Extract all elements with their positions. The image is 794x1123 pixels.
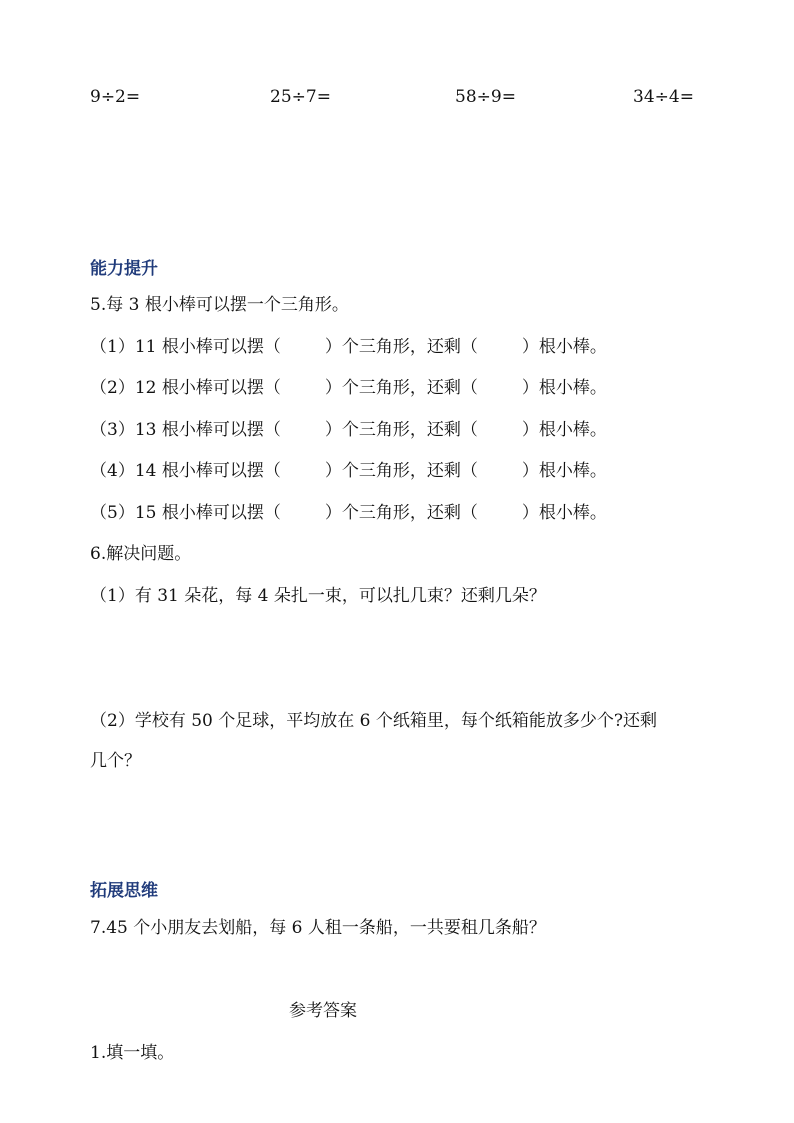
question-6-part-2-line-2: 几个？ [90,751,141,771]
section-heading-ability: 能力提升 [90,259,158,279]
item-mid: ）个三角形，还剩（ [324,503,478,523]
question-5-stem: 5.每 3 根小棒可以摆一个三角形。 [90,295,349,315]
item-suffix: ）根小棒。 [521,461,607,481]
question-6-part-2-line-1: （2）学校有 50 个足球，平均放在 6 个纸箱里，每个纸箱能放多少个?还剩 [90,711,657,731]
item-prefix: （2）12 根小棒可以摆（ [90,378,281,398]
answers-title: 参考答案 [289,1001,357,1021]
section-heading-extend: 拓展思维 [90,881,158,901]
item-prefix: （3）13 根小棒可以摆（ [90,420,281,440]
equation-1: 9÷2= [90,87,141,107]
question-5-item-2 [90,377,607,399]
item-prefix: （5）15 根小棒可以摆（ [90,503,281,523]
item-suffix: ）根小棒。 [521,420,607,440]
question-7: 7.45 个小朋友去划船，每 6 人租一条船，一共要租几条船？ [90,918,546,938]
item-mid: ）个三角形，还剩（ [324,461,478,481]
equation-3: 58÷9= [455,87,516,107]
equation-4: 34÷4= [633,87,694,107]
question-6-part-1: （1）有 31 朵花，每 4 朵扎一束，可以扎几束？还剩几朵？ [90,586,546,606]
equation-2: 25÷7= [270,87,331,107]
item-suffix: ）根小棒。 [521,378,607,398]
item-suffix: ）根小棒。 [521,337,607,357]
question-5-item-4 [90,460,607,482]
question-6-stem: 6.解决问题。 [90,544,192,564]
item-mid: ）个三角形，还剩（ [324,378,478,398]
item-prefix: （1）11 根小棒可以摆（ [90,337,281,357]
item-mid: ）个三角形，还剩（ [324,337,478,357]
item-mid: ）个三角形，还剩（ [324,420,478,440]
question-5-item-3 [90,419,607,441]
question-5-item-1 [90,336,607,358]
answer-1-heading: 1.填一填。 [90,1043,175,1063]
question-5-item-5 [90,502,607,524]
item-prefix: （4）14 根小棒可以摆（ [90,461,281,481]
item-suffix: ）根小棒。 [521,503,607,523]
